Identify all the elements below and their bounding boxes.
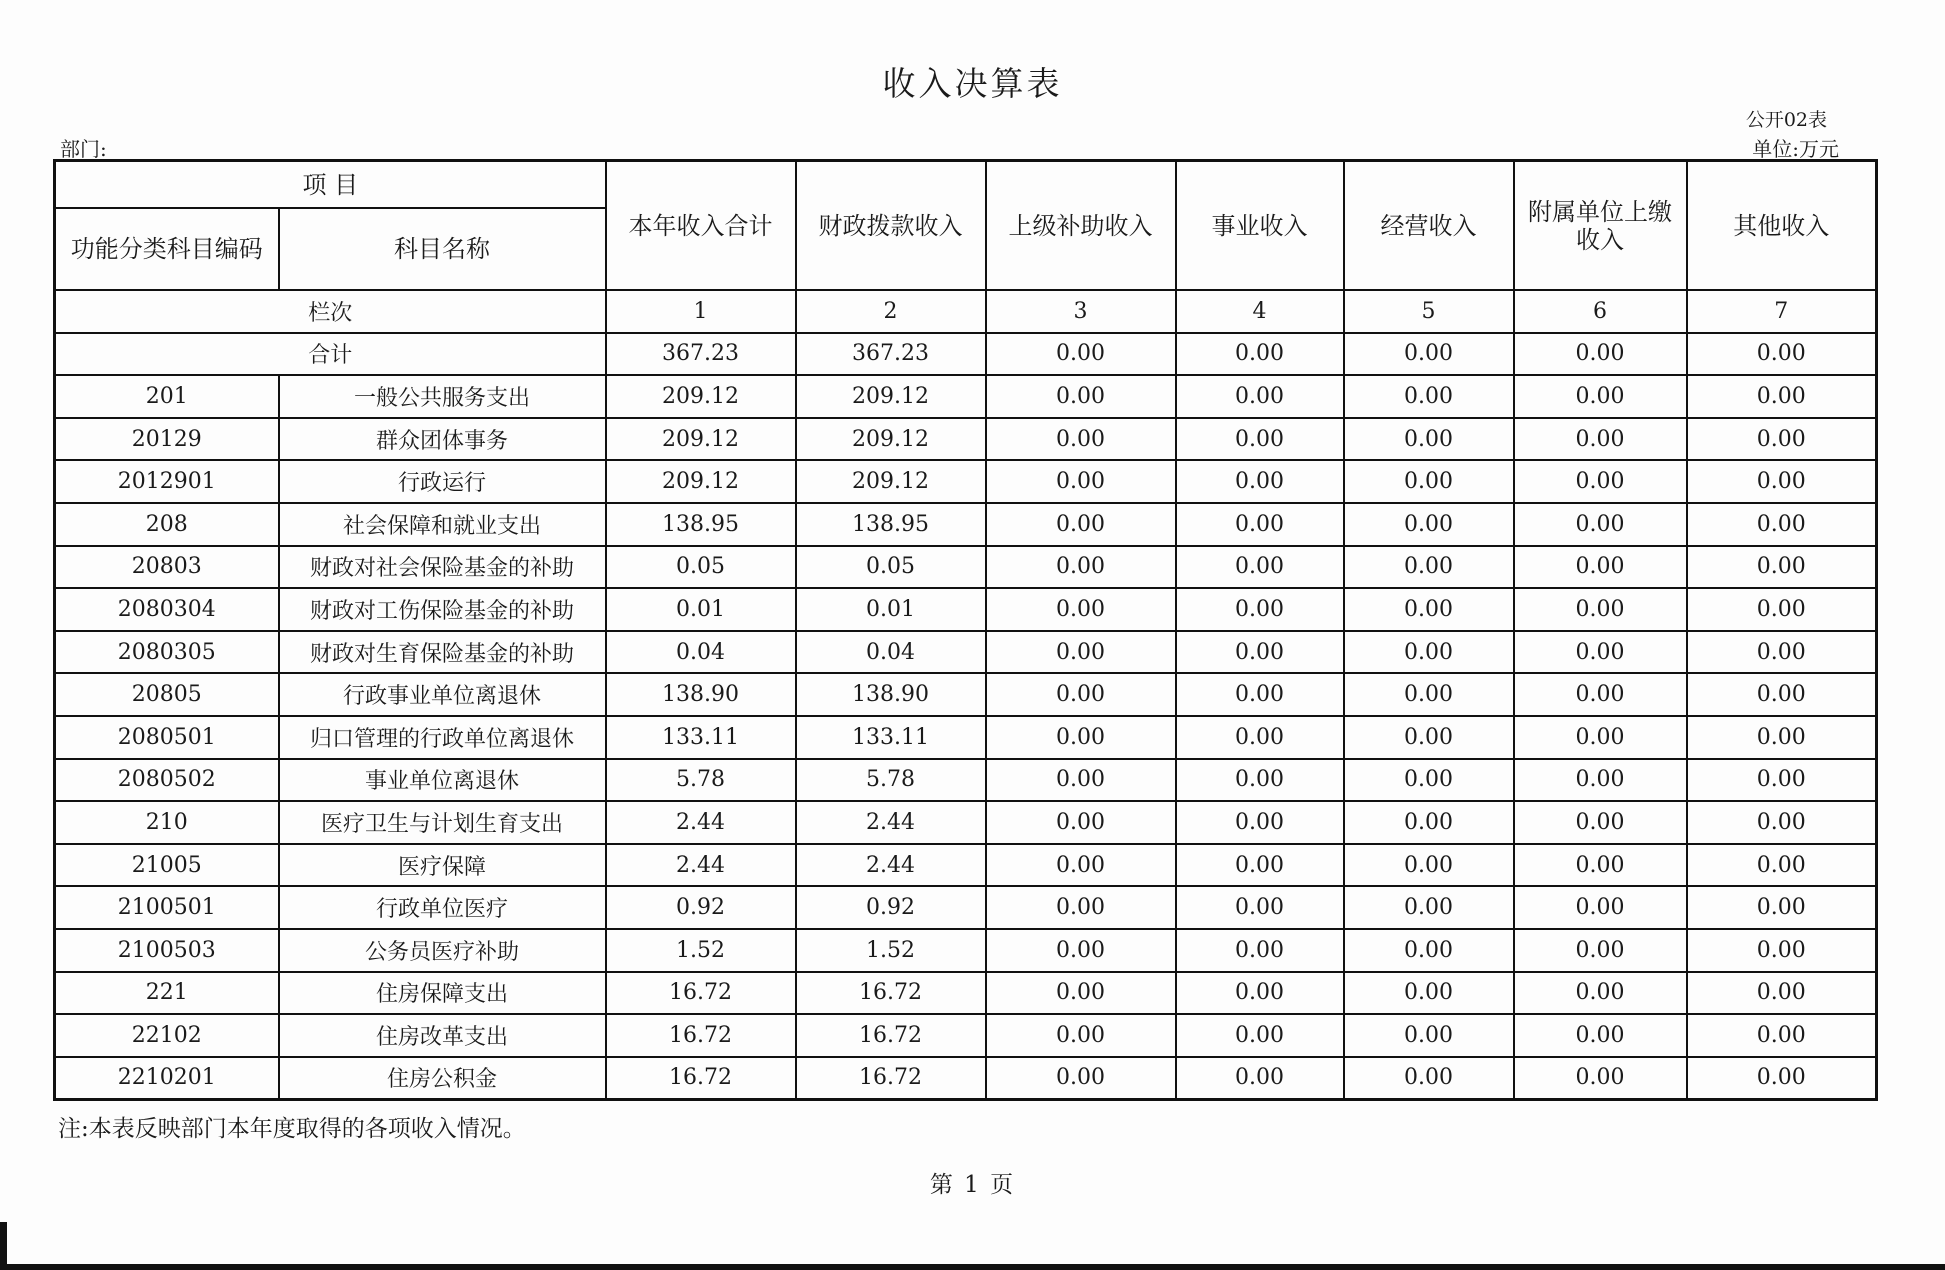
amount-cell: 1.52: [796, 929, 986, 972]
header-col-2: 财政拨款收入: [796, 161, 986, 291]
index-cell: 6: [1514, 290, 1687, 333]
table-row: [55, 1014, 1877, 1057]
amount-cell: 0.00: [1687, 673, 1877, 716]
subject-name-cell: 住房改革支出: [279, 1014, 606, 1057]
amount-cell: 16.72: [606, 1057, 796, 1100]
amount-cell: 0.00: [1687, 460, 1877, 503]
amount-cell: 0.00: [1176, 1014, 1344, 1057]
amount-cell: 0.00: [1176, 460, 1344, 503]
amount-cell: 0.00: [1176, 759, 1344, 802]
subject-code-cell: 221: [55, 972, 279, 1015]
amount-cell: 16.72: [606, 1014, 796, 1057]
amount-cell: 0.00: [1514, 375, 1687, 418]
amount-cell: 209.12: [796, 460, 986, 503]
amount-cell: 0.00: [1344, 1014, 1514, 1057]
subject-name-cell: 公务员医疗补助: [279, 929, 606, 972]
amount-cell: 0.00: [1687, 972, 1877, 1015]
amount-cell: 0.00: [986, 460, 1176, 503]
amount-cell: 0.00: [1514, 716, 1687, 759]
table-row: [55, 673, 1877, 716]
amount-cell: 0.00: [986, 929, 1176, 972]
amount-cell: 0.00: [1176, 844, 1344, 887]
amount-cell: 0.00: [986, 886, 1176, 929]
amount-cell: 0.00: [1514, 673, 1687, 716]
amount-cell: 0.00: [1176, 588, 1344, 631]
header-name: 科目名称: [279, 208, 606, 290]
amount-cell: 0.05: [796, 546, 986, 589]
amount-cell: 138.90: [796, 673, 986, 716]
amount-cell: 0.00: [986, 631, 1176, 674]
subject-code-cell: 2080304: [55, 588, 279, 631]
amount-cell: 0.00: [1514, 1057, 1687, 1100]
table-row: [55, 886, 1877, 929]
amount-cell: 0.00: [986, 1057, 1176, 1100]
subject-code-cell: 2080502: [55, 759, 279, 802]
amount-cell: 0.00: [986, 375, 1176, 418]
header-col-4: 事业收入: [1176, 161, 1344, 291]
amount-cell: 0.00: [1687, 886, 1877, 929]
amount-cell: 0.00: [1344, 503, 1514, 546]
amount-cell: 2.44: [796, 844, 986, 887]
subject-code-cell: 2100501: [55, 886, 279, 929]
amount-cell: 0.00: [1514, 1014, 1687, 1057]
amount-cell: 0.00: [1514, 588, 1687, 631]
department-label: 部门:: [60, 137, 107, 161]
amount-cell: 0.01: [796, 588, 986, 631]
amount-cell: 0.00: [1687, 1057, 1877, 1100]
amount-cell: 0.00: [1176, 716, 1344, 759]
header-code: 功能分类科目编码: [55, 208, 279, 290]
amount-cell: 0.00: [986, 801, 1176, 844]
amount-cell: 0.00: [1687, 759, 1877, 802]
amount-cell: 1.52: [606, 929, 796, 972]
amount-cell: 0.00: [1514, 972, 1687, 1015]
amount-cell: 209.12: [606, 375, 796, 418]
amount-cell: 0.00: [1344, 1057, 1514, 1100]
form-number: 公开02表: [1745, 109, 1827, 131]
amount-cell: 0.00: [1176, 1057, 1344, 1100]
header-col-1: 本年收入合计: [606, 161, 796, 291]
amount-cell: 2.44: [606, 844, 796, 887]
subject-code-cell: 2080501: [55, 716, 279, 759]
amount-cell: 0.00: [1514, 503, 1687, 546]
subject-name-cell: 归口管理的行政单位离退休: [279, 716, 606, 759]
subject-name-cell: 财政对生育保险基金的补助: [279, 631, 606, 674]
table-row: [55, 972, 1877, 1015]
amount-cell: 0.00: [1176, 929, 1344, 972]
amount-cell: 0.00: [1344, 460, 1514, 503]
amount-cell: 0.00: [1344, 716, 1514, 759]
subject-code-cell: 201: [55, 375, 279, 418]
amount-cell: 0.00: [986, 418, 1176, 461]
amount-cell: 0.00: [1687, 929, 1877, 972]
table-row: [55, 503, 1877, 546]
income-table: [53, 159, 1878, 1101]
amount-cell: 0.00: [1344, 673, 1514, 716]
amount-cell: 0.04: [606, 631, 796, 674]
subject-name-cell: 行政单位医疗: [279, 886, 606, 929]
subject-name-cell: 医疗保障: [279, 844, 606, 887]
index-row: [55, 290, 1877, 333]
table-row: [55, 375, 1877, 418]
amount-cell: 0.00: [1344, 929, 1514, 972]
subject-name-cell: 事业单位离退休: [279, 759, 606, 802]
subject-code-cell: 2100503: [55, 929, 279, 972]
subject-name-cell: 财政对工伤保险基金的补助: [279, 588, 606, 631]
header-col-5: 经营收入: [1344, 161, 1514, 291]
index-cell: 3: [986, 290, 1176, 333]
amount-cell: 0.00: [1514, 801, 1687, 844]
total-cell: 367.23: [606, 333, 796, 376]
amount-cell: 209.12: [606, 460, 796, 503]
subject-code-cell: 20129: [55, 418, 279, 461]
subject-name-cell: 住房公积金: [279, 1057, 606, 1100]
table-row: [55, 801, 1877, 844]
amount-cell: 16.72: [796, 972, 986, 1015]
table-row: [55, 418, 1877, 461]
table-row: [55, 631, 1877, 674]
amount-cell: 0.00: [1514, 844, 1687, 887]
amount-cell: 0.00: [1176, 972, 1344, 1015]
amount-cell: 0.00: [1344, 972, 1514, 1015]
amount-cell: 0.00: [1687, 631, 1877, 674]
amount-cell: 0.00: [1514, 460, 1687, 503]
amount-cell: 0.00: [1687, 801, 1877, 844]
index-cell: 1: [606, 290, 796, 333]
subject-name-cell: 医疗卫生与计划生育支出: [279, 801, 606, 844]
header-col-3: 上级补助收入: [986, 161, 1176, 291]
amount-cell: 0.00: [1687, 716, 1877, 759]
amount-cell: 5.78: [606, 759, 796, 802]
subject-name-cell: 住房保障支出: [279, 972, 606, 1015]
scan-edge-left: [0, 1222, 7, 1270]
amount-cell: 0.00: [1344, 801, 1514, 844]
amount-cell: 0.92: [606, 886, 796, 929]
table-row: [55, 929, 1877, 972]
amount-cell: 16.72: [796, 1014, 986, 1057]
subject-name-cell: 群众团体事务: [279, 418, 606, 461]
amount-cell: 2.44: [796, 801, 986, 844]
amount-cell: 0.00: [1176, 375, 1344, 418]
total-cell: 0.00: [1687, 333, 1877, 376]
total-cell: 0.00: [1514, 333, 1687, 376]
total-cell: 367.23: [796, 333, 986, 376]
amount-cell: 209.12: [796, 418, 986, 461]
table-row: [55, 460, 1877, 503]
amount-cell: 0.00: [1176, 886, 1344, 929]
table-body: [55, 290, 1877, 1100]
amount-cell: 138.95: [606, 503, 796, 546]
amount-cell: 0.00: [1687, 844, 1877, 887]
amount-cell: 0.00: [1176, 546, 1344, 589]
amount-cell: 0.00: [986, 673, 1176, 716]
total-row: [55, 333, 1877, 376]
total-cell: 0.00: [1344, 333, 1514, 376]
amount-cell: 0.00: [1514, 886, 1687, 929]
subject-name-cell: 行政事业单位离退休: [279, 673, 606, 716]
amount-cell: 0.00: [1176, 631, 1344, 674]
header-item: 项 目: [55, 161, 606, 209]
amount-cell: 138.90: [606, 673, 796, 716]
amount-cell: 0.00: [1514, 546, 1687, 589]
amount-cell: 0.00: [986, 588, 1176, 631]
amount-cell: 0.00: [1344, 759, 1514, 802]
table-row: [55, 759, 1877, 802]
subject-code-cell: 20805: [55, 673, 279, 716]
index-cell: 2: [796, 290, 986, 333]
subject-code-cell: 2080305: [55, 631, 279, 674]
subject-name-cell: 财政对社会保险基金的补助: [279, 546, 606, 589]
amount-cell: 0.00: [1687, 546, 1877, 589]
amount-cell: 16.72: [606, 972, 796, 1015]
subject-code-cell: 22102: [55, 1014, 279, 1057]
amount-cell: 0.00: [1687, 1014, 1877, 1057]
amount-cell: 0.00: [1687, 375, 1877, 418]
subject-code-cell: 21005: [55, 844, 279, 887]
amount-cell: 0.04: [796, 631, 986, 674]
amount-cell: 0.00: [986, 503, 1176, 546]
table-row: [55, 1057, 1877, 1100]
amount-cell: 0.00: [1514, 631, 1687, 674]
amount-cell: 0.00: [1176, 673, 1344, 716]
subject-code-cell: 210: [55, 801, 279, 844]
amount-cell: 0.00: [986, 844, 1176, 887]
unit-label: 单位:万元: [1752, 137, 1839, 161]
amount-cell: 0.00: [1344, 844, 1514, 887]
table-row: [55, 546, 1877, 589]
amount-cell: 16.72: [796, 1057, 986, 1100]
amount-cell: 0.00: [1344, 418, 1514, 461]
amount-cell: 0.00: [1344, 588, 1514, 631]
index-row-label: 栏次: [55, 290, 606, 333]
amount-cell: 0.00: [1176, 801, 1344, 844]
subject-code-cell: 208: [55, 503, 279, 546]
header-col-6: 附属单位上缴收入: [1514, 161, 1687, 291]
amount-cell: 138.95: [796, 503, 986, 546]
amount-cell: 209.12: [606, 418, 796, 461]
amount-cell: 0.00: [1687, 588, 1877, 631]
header-col-7: 其他收入: [1687, 161, 1877, 291]
amount-cell: 133.11: [796, 716, 986, 759]
amount-cell: 0.00: [1687, 418, 1877, 461]
amount-cell: 0.00: [1344, 631, 1514, 674]
amount-cell: 0.00: [1344, 375, 1514, 418]
table-row: [55, 844, 1877, 887]
amount-cell: 0.00: [986, 1014, 1176, 1057]
amount-cell: 0.92: [796, 886, 986, 929]
amount-cell: 0.00: [1176, 418, 1344, 461]
amount-cell: 0.00: [1687, 503, 1877, 546]
amount-cell: 0.00: [986, 546, 1176, 589]
amount-cell: 0.00: [1344, 546, 1514, 589]
amount-cell: 0.00: [1176, 503, 1344, 546]
table-row: [55, 588, 1877, 631]
amount-cell: 0.00: [1344, 886, 1514, 929]
table-row: [55, 716, 1877, 759]
amount-cell: 133.11: [606, 716, 796, 759]
amount-cell: 0.00: [986, 716, 1176, 759]
page-title: 收入决算表: [882, 64, 1063, 103]
index-cell: 5: [1344, 290, 1514, 333]
subject-name-cell: 社会保障和就业支出: [279, 503, 606, 546]
subject-code-cell: 2210201: [55, 1057, 279, 1100]
amount-cell: 0.05: [606, 546, 796, 589]
scan-edge-bottom: [0, 1264, 1945, 1270]
amount-cell: 5.78: [796, 759, 986, 802]
amount-cell: 0.00: [1514, 929, 1687, 972]
total-cell: 0.00: [1176, 333, 1344, 376]
total-cell: 0.00: [986, 333, 1176, 376]
amount-cell: 0.00: [986, 759, 1176, 802]
subject-name-cell: 一般公共服务支出: [279, 375, 606, 418]
amount-cell: 0.01: [606, 588, 796, 631]
index-cell: 7: [1687, 290, 1877, 333]
total-row-label: 合计: [55, 333, 606, 376]
amount-cell: 209.12: [796, 375, 986, 418]
subject-name-cell: 行政运行: [279, 460, 606, 503]
amount-cell: 2.44: [606, 801, 796, 844]
amount-cell: 0.00: [986, 972, 1176, 1015]
page-number: 第 1 页: [929, 1172, 1016, 1198]
subject-code-cell: 2012901: [55, 460, 279, 503]
index-cell: 4: [1176, 290, 1344, 333]
subject-code-cell: 20803: [55, 546, 279, 589]
amount-cell: 0.00: [1514, 759, 1687, 802]
amount-cell: 0.00: [1514, 418, 1687, 461]
table-note: 注:本表反映部门本年度取得的各项收入情况。: [58, 1116, 526, 1142]
